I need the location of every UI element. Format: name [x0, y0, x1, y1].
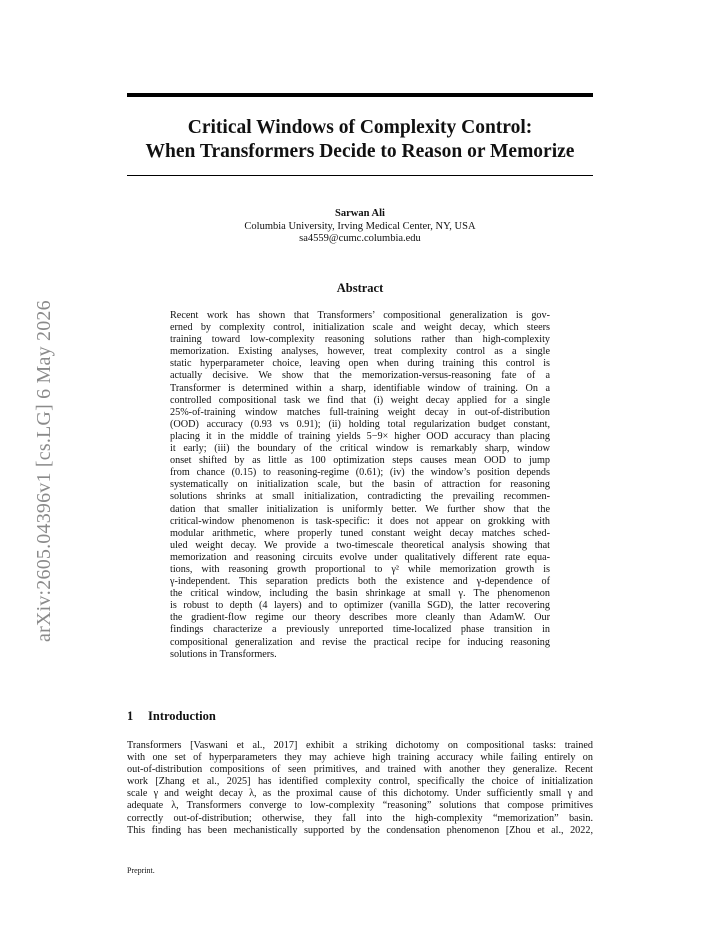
preprint-footer: Preprint.	[127, 866, 155, 875]
author-block	[127, 208, 593, 246]
introduction-body	[127, 740, 593, 837]
abstract-line: memorization and reasoning circuits evolve under qualitatively different rate equa-	[170, 551, 550, 563]
section-number: 1	[127, 709, 134, 723]
abstract-line: the critical window, including the basin shrinkage at small γ. The phenomenon	[170, 588, 550, 600]
arxiv-sidebar	[20, 262, 55, 642]
intro-line: correctly out-of-distribution; otherwise, they fall into the high-complexity “memorization” basin.	[127, 812, 593, 824]
abstract-body	[170, 310, 550, 661]
abstract-line: erned by complexity control, initialization scale and weight decay, which steers	[170, 322, 550, 334]
abstract-line: onset shifted by as little as 100 optimization steps causes mean OOD to jump	[170, 455, 550, 467]
intro-line: scale γ and weight decay λ, as the proximal cause of this dichotomy. Under sufficiently small γ and	[127, 788, 593, 800]
section-heading	[127, 709, 216, 724]
abstract-line: 25%-of-training window matches full-training weight decay in out-of-distribution	[170, 406, 550, 418]
abstract-line: uled weight decay. We provide a two-timescale theoretical analysis showing that	[170, 539, 550, 551]
abstract-line: placing it in the middle of training yields 5−9× higher OOD accuracy than placing	[170, 430, 550, 442]
abstract-line: solutions shrinks at small initialization, contradicting the prevailing recommen-	[170, 491, 550, 503]
abstract-line: training toward low-complexity reasoning solutions rather than high-complexity	[170, 334, 550, 346]
abstract-line: systematically on initialization scale, but the basin of attraction for reasoning	[170, 479, 550, 491]
author-name: Sarwan Ali	[335, 208, 385, 219]
abstract-line: from chance (0.15) to reasoning-regime (0.61); (iv) the window’s position depends	[170, 467, 550, 479]
abstract-line: memorization. Existing analyses, however, treat complexity control as a single	[170, 346, 550, 358]
abstract-line: critical-window phenomenon is task-specific: it does not appear on grokking with	[170, 515, 550, 527]
intro-line: Transformers [Vaswani et al., 2017] exhibit a striking dichotomy on compositional tasks: trained	[127, 740, 593, 751]
abstract-line: findings characterize a previously unreported time-localized phase transition in	[170, 624, 550, 636]
top-rule	[127, 93, 593, 97]
arxiv-identifier: arXiv:2605.04396v1 [cs.LG] 6 May 2026	[33, 300, 55, 642]
abstract-line: the gradient-flow regime our theory describes more cleanly than AdamW. Our	[170, 612, 550, 624]
abstract-line: γ-independent. This separation predicts both the existence and γ-dependence of	[170, 576, 550, 588]
section-title: Introduction	[148, 709, 216, 723]
intro-line: adequate λ, Transformers converge to low-complexity “reasoning” solutions that compose primitives	[127, 800, 593, 812]
abstract-line: controlled compositional task we find that (i) weight decay applied for a single	[170, 394, 550, 406]
abstract-line: dation that smaller initialization is uniformly better. We further show that the	[170, 503, 550, 515]
paper-title	[127, 116, 593, 164]
abstract-line: actually decisive. We show that the memorization-versus-reasoning fate of a	[170, 370, 550, 382]
intro-line: out-of-distribution compositions of seen primitives, and trained with another they generalize. Recent	[127, 764, 593, 776]
author-affiliation: Columbia University, Irving Medical Center, NY, USA	[244, 220, 476, 232]
abstract-line: it early; (iii) the boundary of the critical window is remarkably sharp, window	[170, 443, 550, 455]
abstract-heading: Abstract	[336, 281, 384, 295]
abstract-line: tions, with reasoning growth proportional to γ² while memorization growth is	[170, 563, 550, 575]
title-line-1: Critical Windows of Complexity Control:	[187, 117, 533, 138]
abstract-line: Recent work has shown that Transformers’ compositional generalization is gov-	[170, 310, 550, 321]
author-email[interactable]: sa4559@cumc.columbia.edu	[299, 233, 421, 244]
abstract-line: Transformer is determined within a sharp, identifiable window of training. On a	[170, 382, 550, 394]
intro-line: work [Zhang et al., 2025] has identified complexity control, specifically the choice of initialization	[127, 776, 593, 788]
abstract-line: solutions in Transformers.	[170, 648, 277, 660]
intro-line: This finding has been mechanistically supported by the condensation phenomenon [Zhou et al., 2022,	[127, 824, 593, 836]
abstract-line: compositional generalization and revise the practical recipe for inducing reasoning	[170, 636, 550, 648]
abstract-line: (OOD) accuracy (0.93 vs 0.91); (ii) holding total regularization budget constant,	[170, 418, 550, 430]
abstract-line: static hyperparameter choice, leaving open when during training this control is	[170, 358, 550, 370]
abstract-line: is robust to depth (4 layers) and to optimizer (vanilla SGD), the latter recovering	[170, 600, 550, 612]
title-line-2: When Transformers Decide to Reason or Memorize	[145, 141, 575, 162]
intro-line: with one set of hyperparameters they may achieve high training accuracy while failing entirely on	[127, 752, 593, 764]
title-rule	[127, 175, 593, 176]
abstract-line: modular arithmetic, where properly tuned constant weight decay matches sched-	[170, 527, 550, 539]
